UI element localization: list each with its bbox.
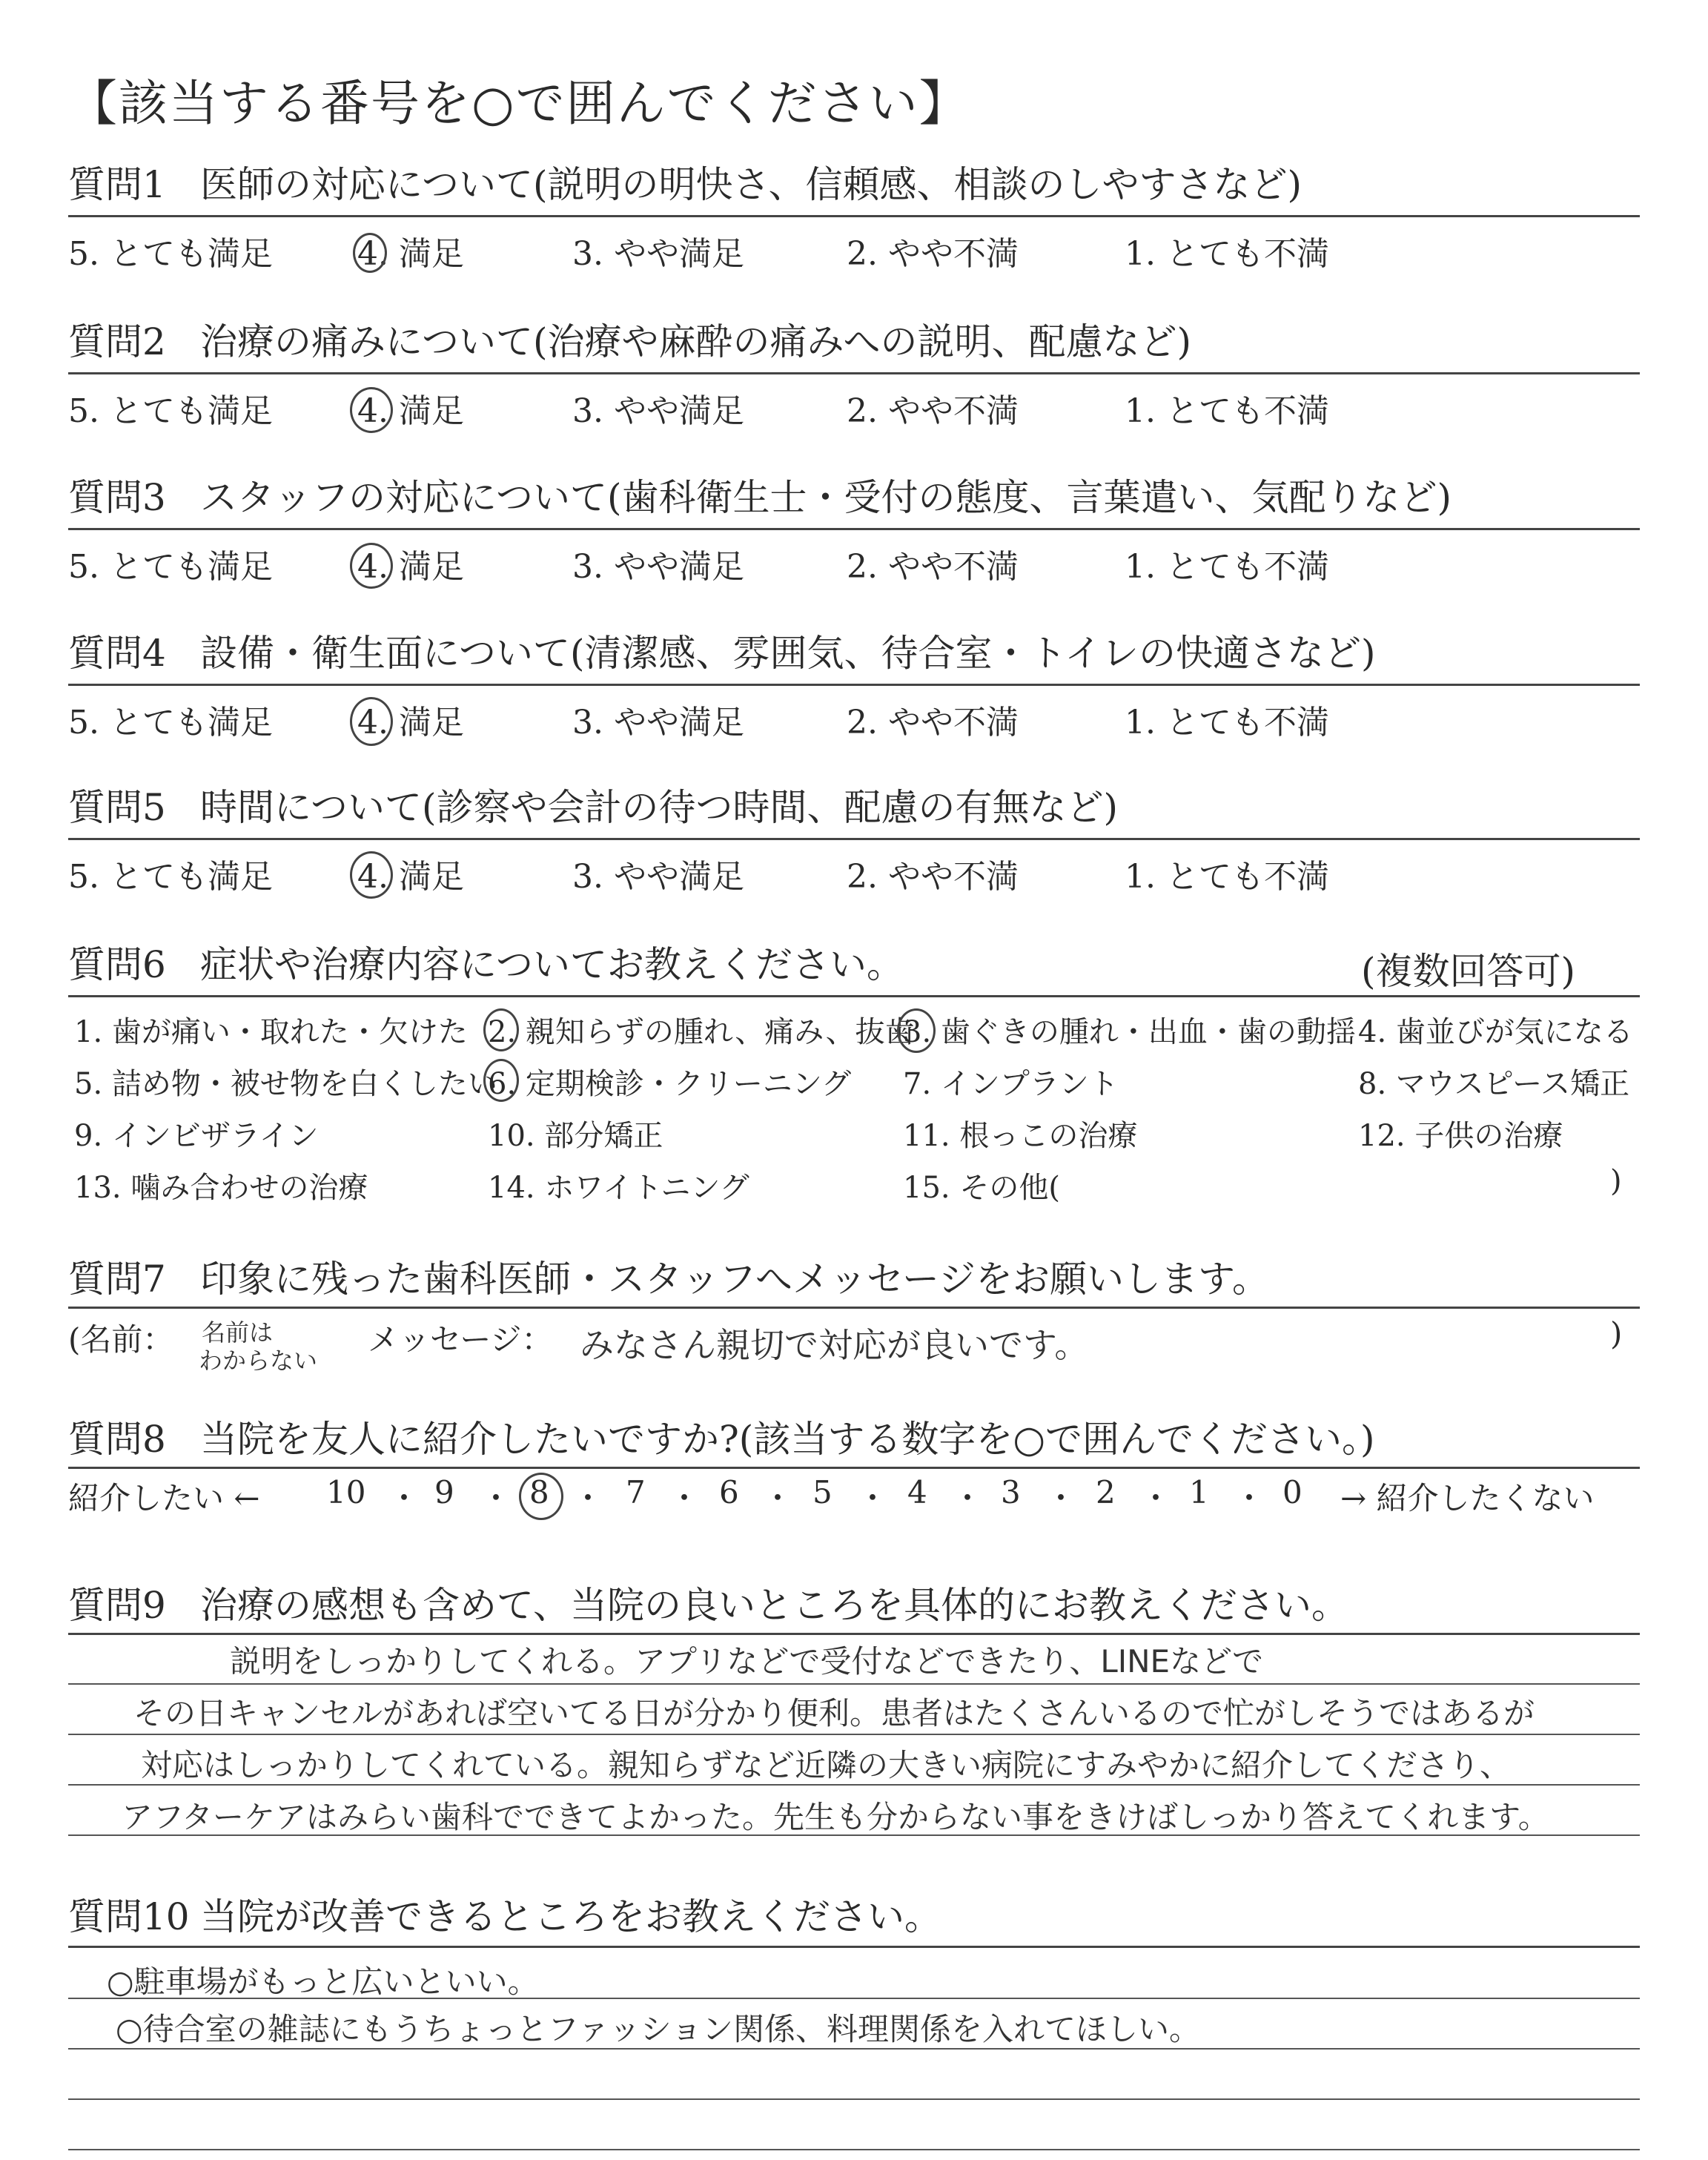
q4-options <box>68 696 1640 740</box>
q6-rule <box>68 995 1640 997</box>
q7-rule <box>68 1307 1640 1309</box>
q1-option-3[interactable]: 3. やや満足 <box>572 235 744 273</box>
q3-options <box>68 540 1640 584</box>
q2-selection-circle <box>350 387 393 433</box>
q8-scale-8[interactable]: 8 <box>529 1474 549 1510</box>
q8-scale-2[interactable]: 2 <box>1096 1474 1116 1510</box>
q5-text: 時間について(診察や会計の待つ時間、配慮の有無など) <box>200 786 1119 829</box>
q10-text: 当院が改善できるところをお教えください。 <box>200 1895 941 1938</box>
q4-rule <box>68 684 1640 686</box>
q5-option-2[interactable]: 2. やや不満 <box>847 858 1019 896</box>
q3-option-4[interactable]: 4. 満足 <box>357 548 464 586</box>
q6-item-6-circle <box>483 1059 519 1102</box>
q8-scale-1[interactable]: 1 <box>1189 1474 1209 1510</box>
q7-close: ) <box>1610 1315 1623 1352</box>
question-8 <box>68 1412 1640 1467</box>
q2-option-4[interactable]: 4. 満足 <box>357 392 464 430</box>
question-1 <box>68 157 1640 212</box>
q1-rule <box>68 215 1640 217</box>
q8-scale-9[interactable]: 9 <box>434 1474 454 1510</box>
q6-item-14[interactable]: 14. ホワイトニング <box>488 1171 749 1205</box>
q6-item-13[interactable]: 13. 噛み合わせの治療 <box>74 1171 368 1205</box>
q9-answer-line-4[interactable]: アフターケアはみらい歯科でできてよかった。先生も分からない事をきけばしっかり答えてくれます。 <box>122 1799 1549 1835</box>
q6-item-10[interactable]: 10. 部分矯正 <box>488 1119 663 1153</box>
q7-name-value-2[interactable]: わからない <box>199 1347 318 1375</box>
q7-message-value[interactable]: みなさん親切で対応が良いです。 <box>580 1325 1089 1365</box>
q7-name-label: (名前： <box>68 1321 174 1358</box>
q3-selection-circle <box>350 543 393 589</box>
q5-rule <box>68 838 1640 840</box>
q6-item-12[interactable]: 12. 子供の治療 <box>1358 1119 1563 1153</box>
q9-number: 質問9 <box>68 1584 166 1627</box>
q6-item-3-circle <box>897 1008 936 1053</box>
q5-option-5[interactable]: 5. とても満足 <box>68 858 273 896</box>
q2-rule <box>68 372 1640 374</box>
q8-scale-3[interactable]: 3 <box>1001 1474 1021 1510</box>
q7-name-value-1[interactable]: 名前は <box>202 1318 274 1347</box>
q8-selection-circle <box>519 1473 563 1520</box>
q8-scale-4[interactable]: 4 <box>907 1474 927 1510</box>
question-7 <box>68 1252 1640 1307</box>
q3-option-5[interactable]: 5. とても満足 <box>68 548 273 586</box>
q6-item-2-circle <box>483 1008 519 1051</box>
q10-answer-line-2[interactable]: ○待合室の雑誌にもうちょっとファッション関係、料理関係を入れてほしい。 <box>116 2011 1200 2047</box>
q8-scale-0[interactable]: 0 <box>1282 1474 1302 1510</box>
question-10 <box>68 1889 1640 1944</box>
q5-option-4[interactable]: 4. 満足 <box>357 858 464 896</box>
q6-item-2[interactable]: 2. 親知らずの腫れ、痛み、抜歯 <box>488 1015 915 1049</box>
q4-option-5[interactable]: 5. とても満足 <box>68 704 273 742</box>
q6-item-6[interactable]: 6. 定期検診・クリーニング <box>488 1067 852 1101</box>
q8-rule <box>68 1467 1640 1469</box>
q8-left-label: 紹介したい ← <box>68 1480 260 1516</box>
q3-option-3[interactable]: 3. やや満足 <box>572 548 744 586</box>
q3-number: 質問3 <box>68 476 166 519</box>
q3-option-1[interactable]: 1. とても不満 <box>1125 548 1329 586</box>
q7-message-label: メッセージ： <box>368 1321 553 1358</box>
q5-number: 質問5 <box>68 786 166 829</box>
q1-selection-circle <box>353 233 387 273</box>
question-3 <box>68 470 1640 525</box>
q1-options <box>68 227 1640 271</box>
q4-number: 質問4 <box>68 632 166 675</box>
q10-answer-line-1[interactable]: ○駐車場がもっと広いといい。 <box>107 1964 539 2000</box>
q10-number: 質問10 <box>68 1895 190 1938</box>
q8-scale-10[interactable]: 10 <box>326 1474 366 1510</box>
q9-answer-line-2[interactable]: その日キャンセルがあれば空いてる日が分かり便利。患者はたくさんいるので忙がしそうではあるが <box>133 1695 1535 1731</box>
q5-option-3[interactable]: 3. やや満足 <box>572 858 744 896</box>
q8-scale-6[interactable]: 6 <box>719 1474 739 1510</box>
q5-options <box>68 850 1640 894</box>
q1-number: 質問1 <box>68 163 166 206</box>
q9-answer-line-3[interactable]: 対応はしっかりしてくれている。親知らずなど近隣の大きい病院にすみやかに紹介してくださり、 <box>141 1747 1512 1783</box>
question-2 <box>68 314 1640 369</box>
q6-item-7[interactable]: 7. インプラント <box>903 1067 1119 1101</box>
q4-text: 設備・衛生面について(清潔感、雰囲気、待合室・トイレの快適さなど) <box>200 632 1376 675</box>
q4-option-4[interactable]: 4. 満足 <box>357 704 464 742</box>
q2-number: 質問2 <box>68 320 166 363</box>
question-9 <box>68 1578 1640 1633</box>
q4-option-1[interactable]: 1. とても不満 <box>1125 704 1329 742</box>
q6-item-15[interactable]: 15. その他( <box>903 1171 1060 1205</box>
q1-option-5[interactable]: 5. とても満足 <box>68 235 273 273</box>
q8-right-label: → 紹介したくない <box>1340 1480 1595 1516</box>
q6-item-3[interactable]: 3. 歯ぐきの腫れ・出血・歯の動揺 <box>903 1015 1356 1049</box>
q4-selection-circle <box>350 697 393 746</box>
question-4 <box>68 626 1640 681</box>
form-title: 【該当する番号を○で囲んでください】 <box>68 75 970 132</box>
q6-item-4[interactable]: 4. 歯並びが気になる <box>1358 1015 1633 1049</box>
q6-note: (複数回答可) <box>1361 950 1576 993</box>
q1-option-4[interactable]: 4. 満足 <box>357 235 464 273</box>
q8-scale-7[interactable]: 7 <box>626 1474 646 1510</box>
q6-number: 質問6 <box>68 943 166 986</box>
q2-option-1[interactable]: 1. とても不満 <box>1125 392 1329 430</box>
q10-rule <box>68 1946 1640 1948</box>
q2-option-2[interactable]: 2. やや不満 <box>847 392 1019 430</box>
q7-number: 質問7 <box>68 1258 166 1301</box>
q8-text: 当院を友人に紹介したいですか?(該当する数字を○で囲んでください。) <box>200 1418 1375 1461</box>
q2-option-3[interactable]: 3. やや満足 <box>572 392 744 430</box>
q1-option-2[interactable]: 2. やや不満 <box>847 235 1019 273</box>
q3-text: スタッフの対応について(歯科衛生士・受付の態度、言葉遣い、気配りなど) <box>200 476 1452 519</box>
q6-item-5[interactable]: 5. 詰め物・被せ物を白くしたい <box>74 1067 497 1101</box>
q2-options <box>68 384 1640 429</box>
question-5 <box>68 780 1640 835</box>
q6-text: 症状や治療内容についてお教えください。 <box>200 943 904 986</box>
q9-text: 治療の感想も含めて、当院の良いところを具体的にお教えください。 <box>200 1584 1348 1627</box>
q7-answer-row <box>68 1315 1640 1382</box>
q8-scale-row: 紹介したい ← 10 ・ 9 ・ 8 ・ 7 ・ 6 ・ 5 ・ 4 ・ 3 ・ 2 ・ 1 ・ 0 → 紹介したくない <box>68 1474 1640 1519</box>
q8-number: 質問8 <box>68 1418 166 1461</box>
q2-text: 治療の痛みについて(治療や麻酔の痛みへの説明、配慮など) <box>200 320 1192 363</box>
q6-item-8[interactable]: 8. マウスピース矯正 <box>1358 1067 1630 1101</box>
q3-rule <box>68 528 1640 530</box>
q6-items <box>68 1008 1640 1216</box>
q6-item-15-close: ) <box>1610 1164 1622 1198</box>
q1-option-1[interactable]: 1. とても不満 <box>1125 235 1329 273</box>
q9-answer-line-1[interactable]: 説明をしっかりしてくれる。アプリなどで受付などできたり、LINEなどで <box>230 1643 1264 1680</box>
q1-text: 医師の対応について(説明の明快さ、信頼感、相談のしやすさなど) <box>200 163 1302 206</box>
q3-option-2[interactable]: 2. やや不満 <box>847 548 1019 586</box>
q6-item-1[interactable]: 1. 歯が痛い・取れた・欠けた <box>74 1015 468 1049</box>
q4-option-3[interactable]: 3. やや満足 <box>572 704 744 742</box>
q8-scale-5[interactable]: 5 <box>812 1474 833 1510</box>
q2-option-5[interactable]: 5. とても満足 <box>68 392 273 430</box>
q4-option-2[interactable]: 2. やや不満 <box>847 704 1019 742</box>
q5-option-1[interactable]: 1. とても不満 <box>1125 858 1329 896</box>
q5-selection-circle <box>350 851 393 899</box>
q6-item-9[interactable]: 9. インビザライン <box>74 1119 319 1153</box>
q9-rule <box>68 1633 1640 1635</box>
q7-text: 印象に残った歯科医師・スタッフへメッセージをお願いします。 <box>200 1258 1269 1301</box>
q6-item-11[interactable]: 11. 根っこの治療 <box>903 1119 1138 1153</box>
